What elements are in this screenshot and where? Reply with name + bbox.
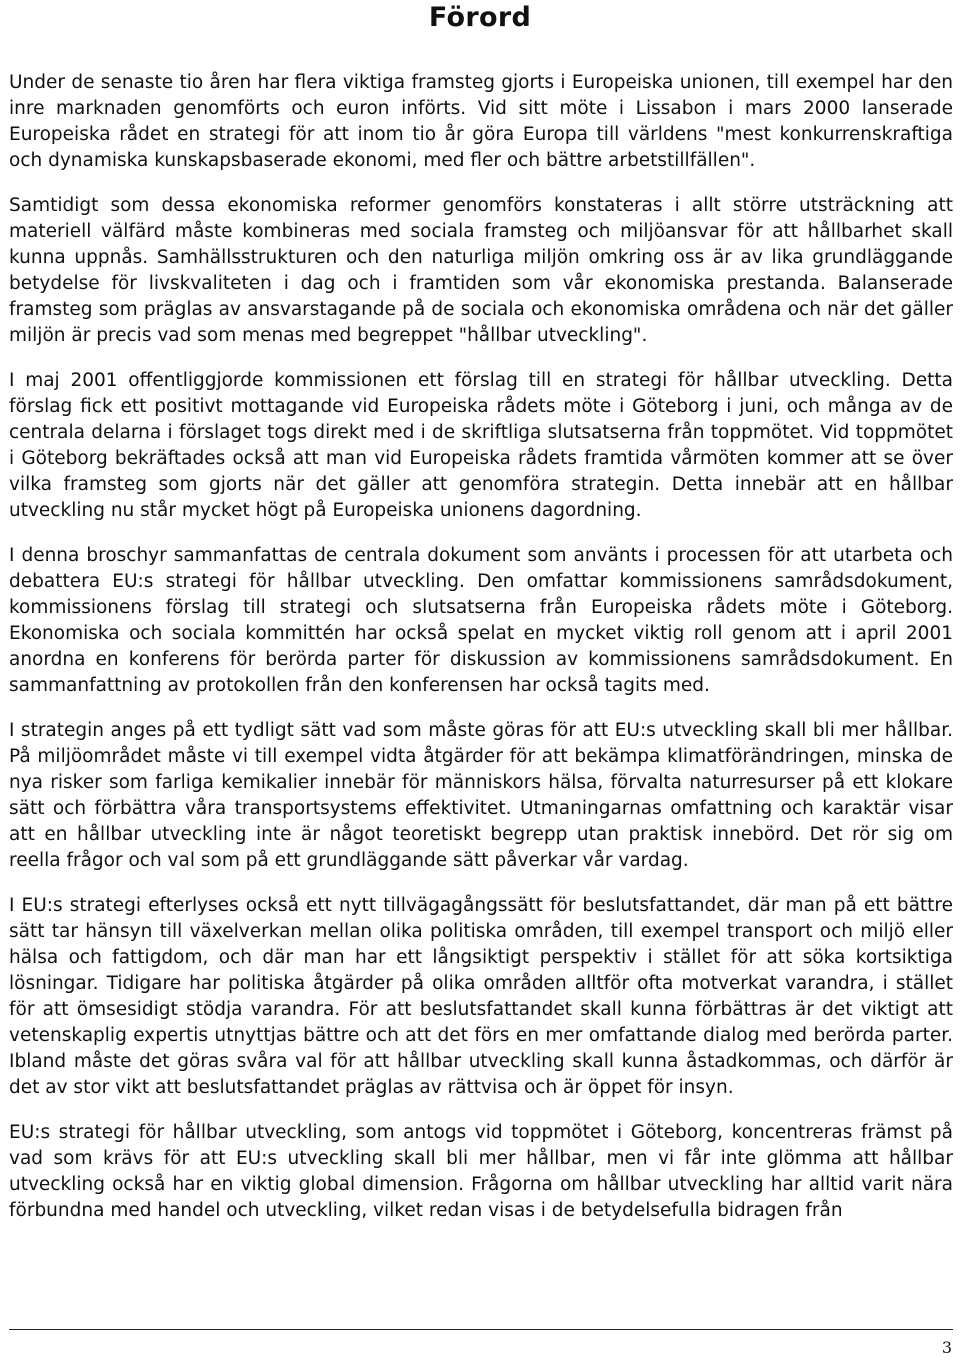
page-number: 3 [941, 1338, 952, 1357]
footer-divider [9, 1329, 953, 1330]
paragraph-2: Samtidigt som dessa ekonomiska reformer genomförs konstateras i allt större utsträckning att materiell välfärd måste kombineras med sociala framsteg och miljöansvar för att hållbarhet skall kunna uppnås. Samhällsstrukturen och den naturliga miljön omkring oss är av lika grundläggande betydelse för livskvaliteten i dag och i framtiden som vår ekonomiska prestanda. Balanserade framsteg som präglas av ansvarstagande på de sociala och ekonomiska områdena och när det gäller miljön är precis vad som menas med begreppet "hållbar utveckling". [9, 195, 953, 346]
paragraph-3: I maj 2001 offentliggjorde kommissionen ett förslag till en strategi för hållbar utveckling. Detta förslag fick ett positivt mottagande vid Europeiska rådets möte i Göteborg i juni, och många av de centrala delarna i förslaget togs direkt med i de skriftliga slutsatserna från toppmötet. Vid toppmötet i Göteborg bekräftades också att man vid Europeiska rådets framtida vårmöten kommer att se över vilka framsteg som gjorts när det gäller att genomföra strategin. Detta innebär att en hållbar utveckling nu står mycket högt på Europeiska unionens dagordning. [9, 370, 953, 521]
paragraph-6: I EU:s strategi efterlyses också ett nytt tillvägagångssätt för beslutsfattandet, där man på ett bättre sätt tar hänsyn till växelverkan mellan olika politiska områden, till exempel transport och miljö eller hälsa och fattigdom, och där man har ett långsiktigt perspektiv i stället för att söka kortsiktiga lösningar. Tidigare har politiska åtgärder på olika områden alltför ofta motverkat varandra, i stället för att ömsesidigt stödja varandra. För att beslutsfattandet skall kunna förbättras är det viktigt att vetenskaplig expertis utnyttjas bättre och att det förs en mer omfattande dialog med berörda parter. Ibland måste det göras svåra val för att hållbar utveckling skall kunna åstadkommas, och därför är det av stor vikt att beslutsfattandet präglas av rättvisa och är öppet för insyn. [9, 895, 953, 1098]
paragraph-1: Under de senaste tio åren har flera viktiga framsteg gjorts i Europeiska unionen, till exempel har den inre marknaden genomförts och euron införts. Vid sitt möte i Lissabon i mars 2000 lanserade Europeiska rådet en strategi för att inom tio år göra Europa till världens "mest konkurrenskraftiga och dynamiska kunskapsbaserade ekonomi, med fler och bättre arbetstillfällen". [9, 72, 953, 171]
document-body [9, 70, 953, 1224]
paragraph-5: I strategin anges på ett tydligt sätt vad som måste göras för att EU:s utveckling skall bli mer hållbar. På miljöområdet måste vi till exempel vidta åtgärder för att bekämpa klimatförändringen, minska de nya risker som farliga kemikalier innebär för människors hälsa, förvalta naturresurser på ett klokare sätt och förbättra våra transportsystems effektivitet. Utmaningarnas omfattning och karaktär visar att en hållbar utveckling inte är något teoretiskt begrepp utan praktisk innebörd. Det rör sig om reella frågor och val som på ett grundläggande sätt påverkar vår vardag. [9, 720, 953, 871]
paragraph-4: I denna broschyr sammanfattas de centrala dokument som använts i processen för att utarbeta och debattera EU:s strategi för hållbar utveckling. Den omfattar kommissionens samrådsdokument, kommissionens förslag till strategi och slutsatserna från Europeiska rådets möte i Göteborg. Ekonomiska och sociala kommittén har också spelat en mycket viktig roll genom att i april 2001 anordna en konferens för berörda parter för diskussion av kommissionens samrådsdokument. En sammanfattning av protokollen från den konferensen har också tagits med. [9, 545, 953, 696]
paragraph-7: EU:s strategi för hållbar utveckling, som antogs vid toppmötet i Göteborg, koncentreras främst på vad som krävs för att EU:s utveckling skall bli mer hållbar, men vi får inte glömma att hållbar utveckling också har en viktig global dimension. Frågorna om hållbar utveckling har alltid varit nära förbundna med handel och utveckling, vilket redan visas i de betydelsefulla bidragen från [9, 1122, 953, 1221]
page-title: Förord [428, 2, 532, 33]
